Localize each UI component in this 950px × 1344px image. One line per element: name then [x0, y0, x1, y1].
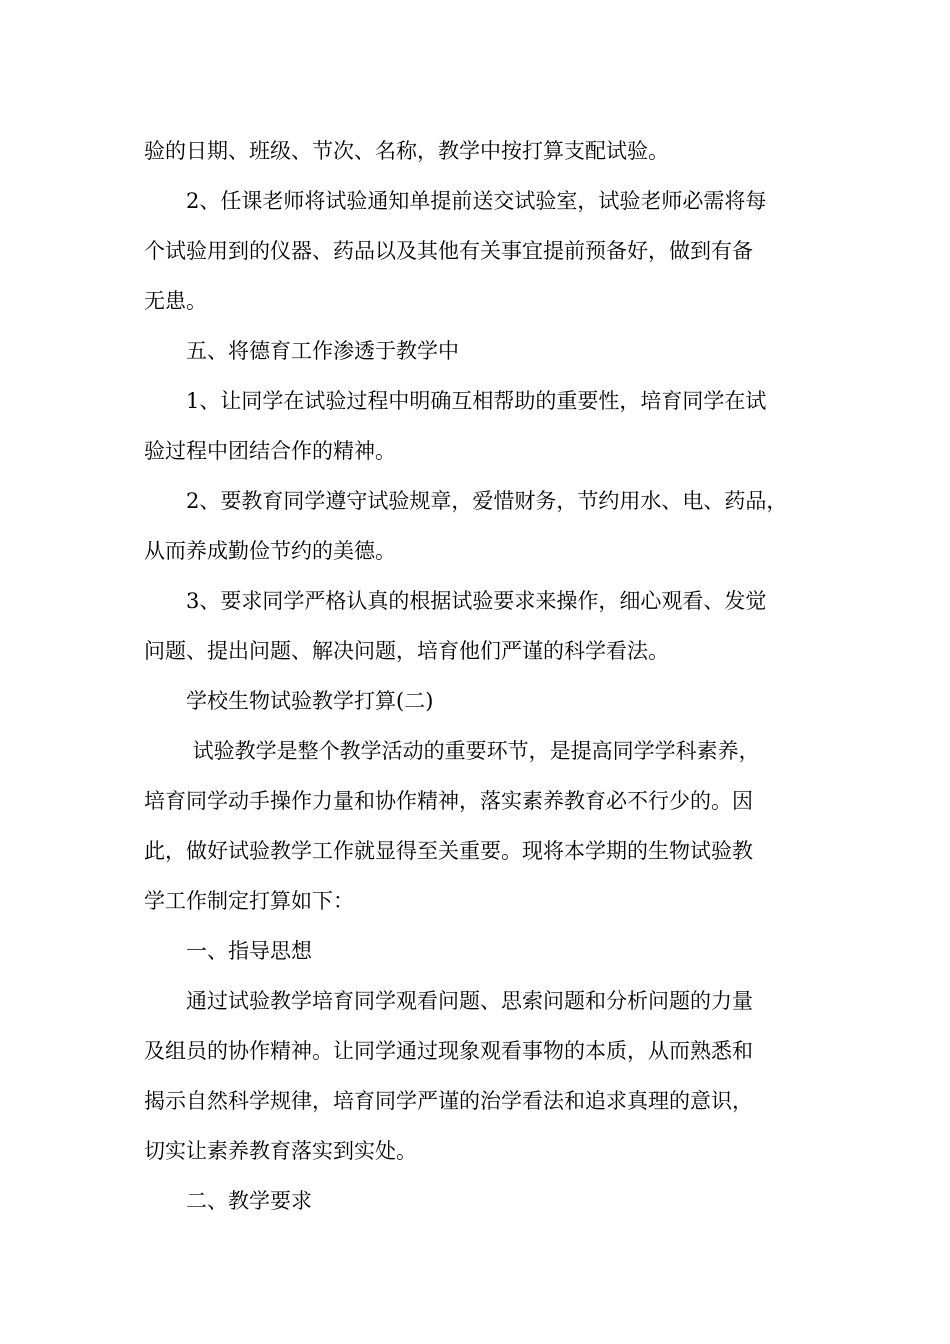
document-subtitle: 学校生物试验教学打算(二) [144, 689, 434, 713]
text-line: 个试验用到的仪器、药品以及其他有关事宜提前预备好，做到有备 [144, 239, 753, 263]
text-line: 验过程中团结合作的精神。 [144, 439, 396, 463]
text-line: 试验教学是整个教学活动的重要环节，是提高同学学科素养， [144, 739, 760, 763]
text-line: 揭示自然科学规律，培育同学严谨的治学看法和追求真理的意识， [144, 1089, 753, 1113]
text-line: 1、让同学在试验过程中明确互相帮助的重要性，培育同学在试 [144, 389, 767, 413]
text-line: 从而养成勤俭节约的美德。 [144, 539, 396, 563]
text-line: 问题、提出问题、解决问题，培育他们严谨的科学看法。 [144, 639, 669, 663]
text-line: 验的日期、班级、节次、名称，教学中按打算支配试验。 [144, 139, 669, 163]
text-line: 此，做好试验教学工作就显得至关重要。现将本学期的生物试验教 [144, 839, 753, 863]
text-line: 培育同学动手操作力量和协作精神，落实素养教育必不行少的。因 [144, 789, 753, 813]
text-line: 2、任课老师将试验通知单提前送交试验室，试验老师必需将每 [144, 189, 767, 213]
text-line: 3、要求同学严格认真的根据试验要求来操作，细心观看、发觉 [144, 589, 767, 613]
text-line: 通过试验教学培育同学观看问题、思索问题和分析问题的力量 [144, 989, 753, 1013]
text-line: 及组员的协作精神。让同学通过现象观看事物的本质，从而熟悉和 [144, 1039, 753, 1063]
text-line: 无患。 [144, 289, 207, 313]
section-heading: 一、指导思想 [144, 939, 312, 963]
section-heading: 五、将德育工作渗透于教学中 [144, 339, 459, 363]
text-line: 2、要教育同学遵守试验规章，爱惜财务，节约用水、电、药品， [144, 489, 788, 513]
section-heading: 二、教学要求 [144, 1189, 312, 1213]
text-line: 学工作制定打算如下： [144, 889, 354, 913]
text-line: 切实让素养教育落实到实处。 [144, 1139, 417, 1163]
